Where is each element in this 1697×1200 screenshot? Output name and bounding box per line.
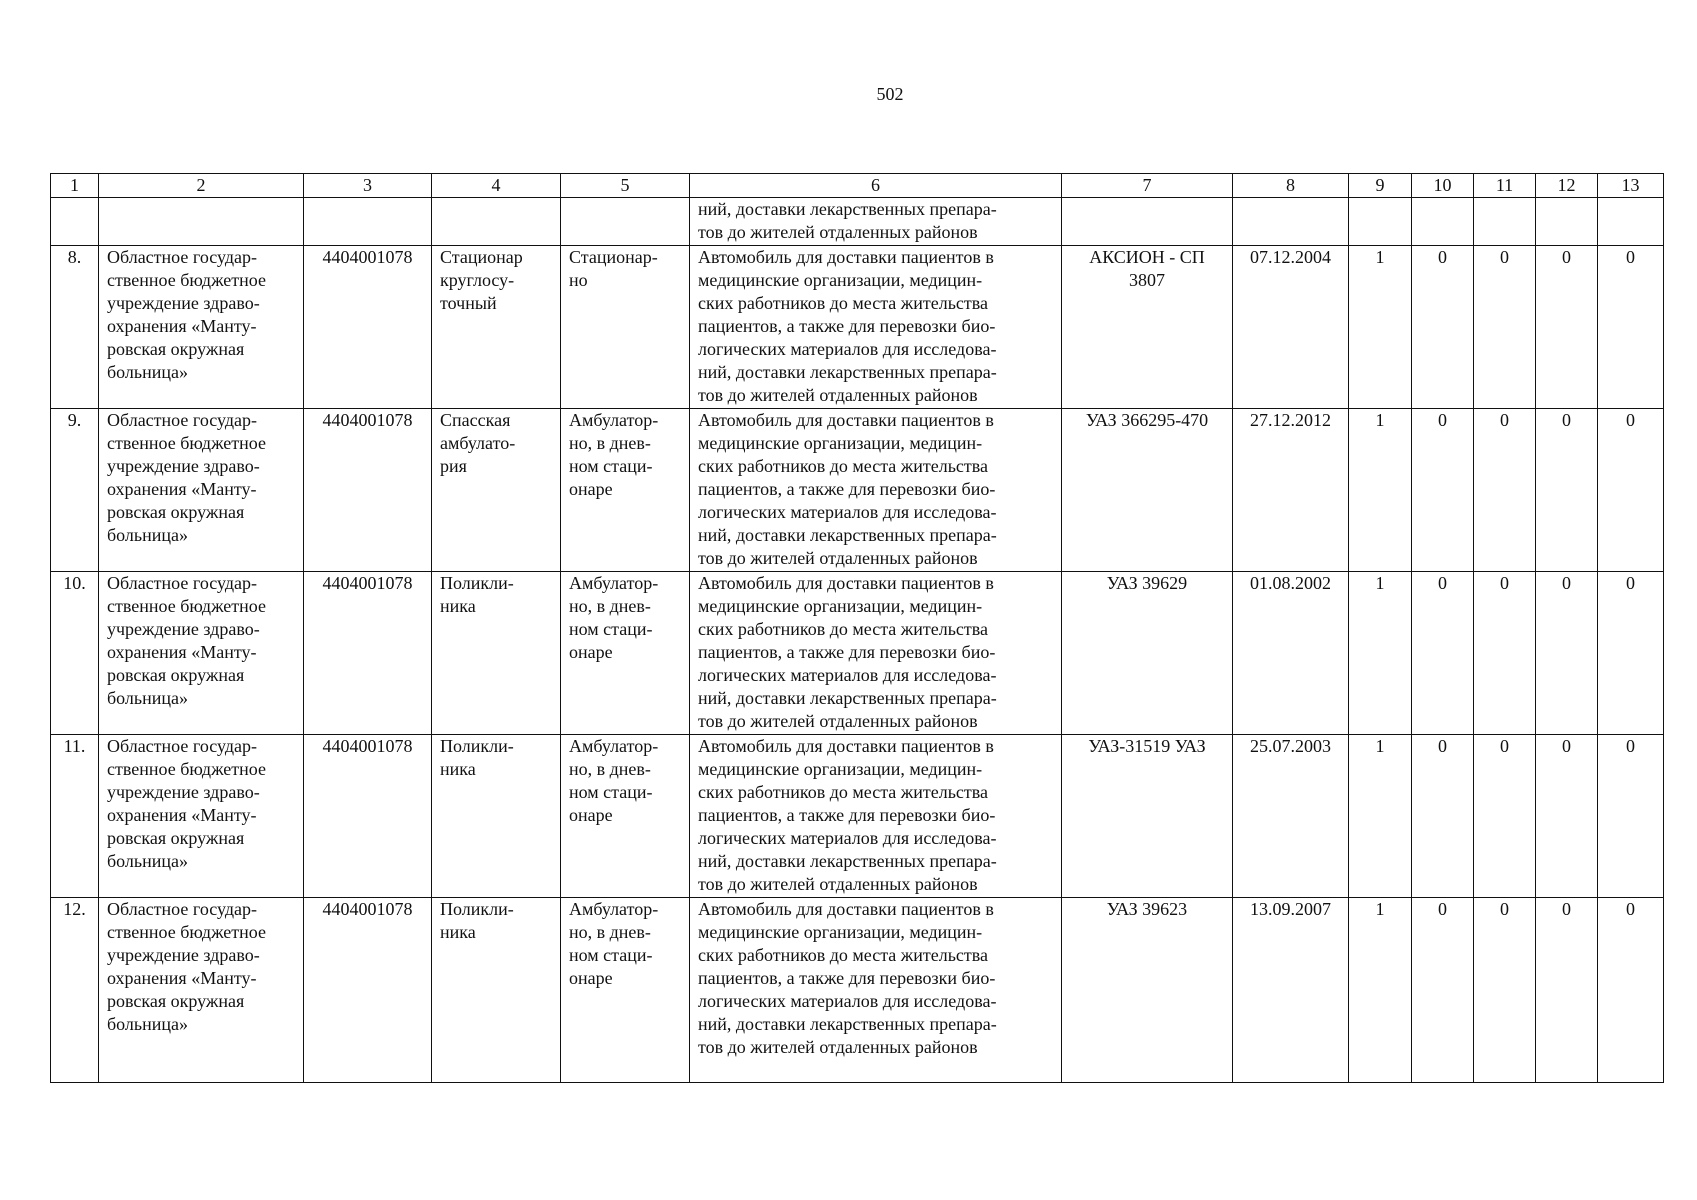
date-cell [1233, 572, 1349, 735]
organization-cell [99, 409, 304, 572]
count-cell [1598, 735, 1664, 898]
text-line: 0 [1438, 573, 1447, 593]
text-line: пациентов, а также для перевозки био- [698, 642, 996, 662]
text-line: ном стаци- [569, 782, 653, 802]
inn-cell [304, 735, 432, 898]
text-line: 0 [1562, 736, 1571, 756]
text-line: 0 [1438, 736, 1447, 756]
text-line: ских работников до места жительства [698, 293, 989, 313]
continuation-row [51, 198, 1664, 246]
vehicle-model-cell [1062, 735, 1233, 898]
text-line: Стационар [440, 247, 523, 267]
text-line: охранения «Манту- [107, 805, 257, 825]
text-line: ний, доставки лекарственных препара- [698, 688, 997, 708]
text-line: 27.12.2012 [1250, 410, 1331, 430]
cell-empty [51, 198, 99, 246]
text-line: учреждение здраво- [107, 619, 260, 639]
count-cell [1349, 572, 1412, 735]
cell-empty [304, 198, 432, 246]
count-cell [1474, 735, 1536, 898]
text-line: 4404001078 [322, 247, 413, 267]
organization-cell [99, 572, 304, 735]
text-line: пациентов, а также для перевозки био- [698, 316, 996, 336]
text-line: логических материалов для исследова- [698, 828, 997, 848]
text-line: логических материалов для исследова- [698, 991, 997, 1011]
text-line: учреждение здраво- [107, 293, 260, 313]
text-line: онаре [569, 642, 613, 662]
text-line: онаре [569, 479, 613, 499]
count-cell [1536, 572, 1598, 735]
text-line: 4404001078 [322, 410, 413, 430]
text-line: ственное бюджетное [107, 922, 266, 942]
text-line: амбулато- [440, 433, 516, 453]
text-line: 0 [1500, 410, 1509, 430]
text-line: но, в днев- [569, 596, 651, 616]
count-cell [1349, 246, 1412, 409]
text-line: Поликли- [440, 899, 514, 919]
column-number: 13 [1598, 174, 1664, 198]
cell-empty [432, 198, 561, 246]
count-cell [1536, 735, 1598, 898]
text-line: ственное бюджетное [107, 759, 266, 779]
text-line: медицинские организации, медицин- [698, 596, 983, 616]
table-row [51, 735, 1664, 898]
column-number: 11 [1474, 174, 1536, 198]
text-line: 0 [1500, 899, 1509, 919]
vehicle-model-cell [1062, 898, 1233, 1083]
purpose-cell [690, 735, 1062, 898]
organization-cell [99, 735, 304, 898]
text-line: 0 [1438, 247, 1447, 267]
row-number-cell [51, 572, 99, 735]
vehicle-model-cell [1062, 409, 1233, 572]
count-cell [1536, 409, 1598, 572]
text-line: Амбулатор- [569, 573, 659, 593]
text-line: точный [440, 293, 497, 313]
unit-cell [432, 246, 561, 409]
text-line: ских работников до места жительства [698, 456, 989, 476]
text-line: 0 [1562, 247, 1571, 267]
text-line: больница» [107, 362, 188, 382]
row-number-cell [51, 246, 99, 409]
text-line: ских работников до места жительства [698, 945, 989, 965]
text-line: 9. [67, 410, 82, 430]
text-line: тов до жителей отдаленных районов [698, 711, 978, 731]
inn-cell [304, 246, 432, 409]
text-line: УАЗ 39623 [1106, 899, 1188, 919]
text-line: медицинские организации, медицин- [698, 922, 983, 942]
text-line: 8. [67, 247, 82, 267]
text-line: Автомобиль для доставки пациентов в [698, 736, 994, 756]
text-line: ний, доставки лекарственных препара- [698, 1014, 997, 1034]
text-line: 4404001078 [322, 573, 413, 593]
inn-cell [304, 409, 432, 572]
table-row [51, 572, 1664, 735]
text-line: онаре [569, 968, 613, 988]
count-cell [1412, 246, 1474, 409]
text-line: тов до жителей отдаленных районов [698, 222, 978, 242]
cell-empty [1536, 198, 1598, 246]
text-line: ний, доставки лекарственных препара- [698, 851, 997, 871]
text-line: ний, доставки лекарственных препара- [698, 525, 997, 545]
text-line: УАЗ-31519 УАЗ [1088, 736, 1206, 756]
text-line: Амбулатор- [569, 736, 659, 756]
text-line: охранения «Манту- [107, 642, 257, 662]
date-cell [1233, 409, 1349, 572]
care-mode-cell [561, 735, 690, 898]
text-line: 0 [1438, 899, 1447, 919]
text-line: но, в днев- [569, 759, 651, 779]
text-line: УАЗ 39629 [1106, 573, 1188, 593]
count-cell [1412, 409, 1474, 572]
text-line: больница» [107, 688, 188, 708]
text-line: 3807 [1129, 270, 1165, 290]
count-cell [1474, 246, 1536, 409]
row-number-cell [51, 409, 99, 572]
purpose-cell [690, 409, 1062, 572]
table-row [51, 898, 1664, 1083]
unit-cell [432, 572, 561, 735]
column-number: 10 [1412, 174, 1474, 198]
count-cell [1412, 735, 1474, 898]
text-line: пациентов, а также для перевозки био- [698, 968, 996, 988]
text-line: 0 [1626, 410, 1635, 430]
cell-empty [1349, 198, 1412, 246]
column-number-header-row [51, 174, 1664, 198]
cell-empty [1062, 198, 1233, 246]
column-number: 2 [99, 174, 304, 198]
text-line: 07.12.2004 [1250, 247, 1331, 267]
count-cell [1349, 409, 1412, 572]
text-line: Областное государ- [107, 410, 258, 430]
table-row [51, 409, 1664, 572]
text-line: пациентов, а также для перевозки био- [698, 805, 996, 825]
vehicle-table [50, 173, 1664, 1083]
text-line: пациентов, а также для перевозки био- [698, 479, 996, 499]
cell-empty [1598, 198, 1664, 246]
vehicle-model-cell [1062, 246, 1233, 409]
count-cell [1598, 572, 1664, 735]
text-line: но, в днев- [569, 922, 651, 942]
text-line: ном стаци- [569, 456, 653, 476]
row-number-cell [51, 898, 99, 1083]
text-line: медицинские организации, медицин- [698, 270, 983, 290]
text-line: ровская окружная [107, 339, 245, 359]
text-line: 13.09.2007 [1250, 899, 1331, 919]
care-mode-cell [561, 409, 690, 572]
count-cell [1349, 735, 1412, 898]
text-line: больница» [107, 1014, 188, 1034]
text-line: 12. [63, 899, 86, 919]
purpose-cell [690, 246, 1062, 409]
text-line: 4404001078 [322, 899, 413, 919]
text-line: 1 [1375, 410, 1385, 430]
count-cell [1598, 898, 1664, 1083]
text-line: 11. [63, 736, 86, 756]
text-line: Поликли- [440, 736, 514, 756]
count-cell [1474, 409, 1536, 572]
text-line: Стационар- [569, 247, 658, 267]
text-line: Областное государ- [107, 573, 258, 593]
unit-cell [432, 409, 561, 572]
inn-cell [304, 572, 432, 735]
column-number: 1 [51, 174, 99, 198]
text-line: медицинские организации, медицин- [698, 759, 983, 779]
text-line: ских работников до места жительства [698, 619, 989, 639]
column-number: 12 [1536, 174, 1598, 198]
count-cell [1536, 246, 1598, 409]
inn-cell [304, 898, 432, 1083]
text-line: ний, доставки лекарственных препара- [698, 362, 997, 382]
text-line: 0 [1500, 573, 1509, 593]
text-line: 0 [1626, 899, 1635, 919]
text-line: 0 [1626, 247, 1635, 267]
text-line: 0 [1562, 573, 1571, 593]
text-line: ственное бюджетное [107, 270, 266, 290]
count-cell [1474, 898, 1536, 1083]
text-line: Автомобиль для доставки пациентов в [698, 573, 994, 593]
text-line: медицинские организации, медицин- [698, 433, 983, 453]
text-line: ном стаци- [569, 619, 653, 639]
count-cell [1349, 898, 1412, 1083]
text-line: 4404001078 [322, 736, 413, 756]
care-mode-cell [561, 898, 690, 1083]
text-line: больница» [107, 851, 188, 871]
text-line: ника [440, 596, 476, 616]
care-mode-cell [561, 246, 690, 409]
text-line: Автомобиль для доставки пациентов в [698, 410, 994, 430]
text-line: ственное бюджетное [107, 433, 266, 453]
column-number: 4 [432, 174, 561, 198]
text-line: тов до жителей отдаленных районов [698, 385, 978, 405]
text-line: 0 [1626, 736, 1635, 756]
date-cell [1233, 898, 1349, 1083]
text-line: охранения «Манту- [107, 479, 257, 499]
text-line: тов до жителей отдаленных районов [698, 874, 978, 894]
text-line: 0 [1562, 410, 1571, 430]
text-line: охранения «Манту- [107, 316, 257, 336]
text-line: 01.08.2002 [1250, 573, 1331, 593]
vehicle-model-cell [1062, 572, 1233, 735]
purpose-cell [690, 898, 1062, 1083]
text-line: 0 [1626, 573, 1635, 593]
text-line: логических материалов для исследова- [698, 502, 997, 522]
purpose-cell [690, 572, 1062, 735]
text-line: УАЗ 366295-470 [1085, 410, 1209, 430]
column-number: 3 [304, 174, 432, 198]
text-line: 10. [63, 573, 86, 593]
text-line: ном стаци- [569, 945, 653, 965]
column-number: 5 [561, 174, 690, 198]
column-number: 6 [690, 174, 1062, 198]
date-cell [1233, 246, 1349, 409]
text-line: 0 [1562, 899, 1571, 919]
text-line: учреждение здраво- [107, 456, 260, 476]
date-cell [1233, 735, 1349, 898]
text-line: но, в днев- [569, 433, 651, 453]
text-line: круглосу- [440, 270, 515, 290]
organization-cell [99, 898, 304, 1083]
text-line: охранения «Манту- [107, 968, 257, 988]
text-line: ских работников до места жительства [698, 782, 989, 802]
text-line: Областное государ- [107, 899, 258, 919]
count-cell [1412, 572, 1474, 735]
text-line: рия [440, 456, 467, 476]
row-number-cell [51, 735, 99, 898]
text-line: онаре [569, 805, 613, 825]
column-number: 7 [1062, 174, 1233, 198]
text-line: но [569, 270, 588, 290]
cell-empty [1233, 198, 1349, 246]
count-cell [1598, 409, 1664, 572]
text-line: тов до жителей отдаленных районов [698, 1037, 978, 1057]
cell-empty [561, 198, 690, 246]
cell-empty [1474, 198, 1536, 246]
count-cell [1474, 572, 1536, 735]
text-line: 1 [1375, 736, 1385, 756]
unit-cell [432, 735, 561, 898]
text-line: ственное бюджетное [107, 596, 266, 616]
text-line: Областное государ- [107, 736, 258, 756]
text-line: ровская окружная [107, 991, 245, 1011]
unit-cell [432, 898, 561, 1083]
page-number: 502 [876, 84, 904, 104]
text-line: ника [440, 759, 476, 779]
text-line: больница» [107, 525, 188, 545]
text-line: учреждение здраво- [107, 945, 260, 965]
text-line: Амбулатор- [569, 899, 659, 919]
text-line: логических материалов для исследова- [698, 665, 997, 685]
cell-empty [1412, 198, 1474, 246]
text-line: 25.07.2003 [1250, 736, 1331, 756]
text-line: 0 [1500, 247, 1509, 267]
text-line: Поликли- [440, 573, 514, 593]
text-line: ровская окружная [107, 665, 245, 685]
count-cell [1412, 898, 1474, 1083]
text-line: 0 [1500, 736, 1509, 756]
text-line: тов до жителей отдаленных районов [698, 548, 978, 568]
text-line: Областное государ- [107, 247, 258, 267]
text-line: Автомобиль для доставки пациентов в [698, 899, 994, 919]
text-line: учреждение здраво- [107, 782, 260, 802]
text-line: ника [440, 922, 476, 942]
column-number: 8 [1233, 174, 1349, 198]
text-line: 0 [1438, 410, 1447, 430]
count-cell [1598, 246, 1664, 409]
text-line: Спасская [440, 410, 511, 430]
organization-cell [99, 246, 304, 409]
text-line: логических материалов для исследова- [698, 339, 997, 359]
text-line: Автомобиль для доставки пациентов в [698, 247, 994, 267]
column-number: 9 [1349, 174, 1412, 198]
text-line: 1 [1375, 247, 1385, 267]
purpose-cell-continuation [690, 198, 1062, 246]
text-line: ний, доставки лекарственных препара- [698, 199, 997, 219]
text-line: 1 [1375, 899, 1385, 919]
text-line: ровская окружная [107, 828, 245, 848]
text-line: Амбулатор- [569, 410, 659, 430]
text-line: АКСИОН - СП [1089, 247, 1205, 267]
care-mode-cell [561, 572, 690, 735]
count-cell [1536, 898, 1598, 1083]
table-row [51, 246, 1664, 409]
cell-empty [99, 198, 304, 246]
text-line: 1 [1375, 573, 1385, 593]
text-line: ровская окружная [107, 502, 245, 522]
